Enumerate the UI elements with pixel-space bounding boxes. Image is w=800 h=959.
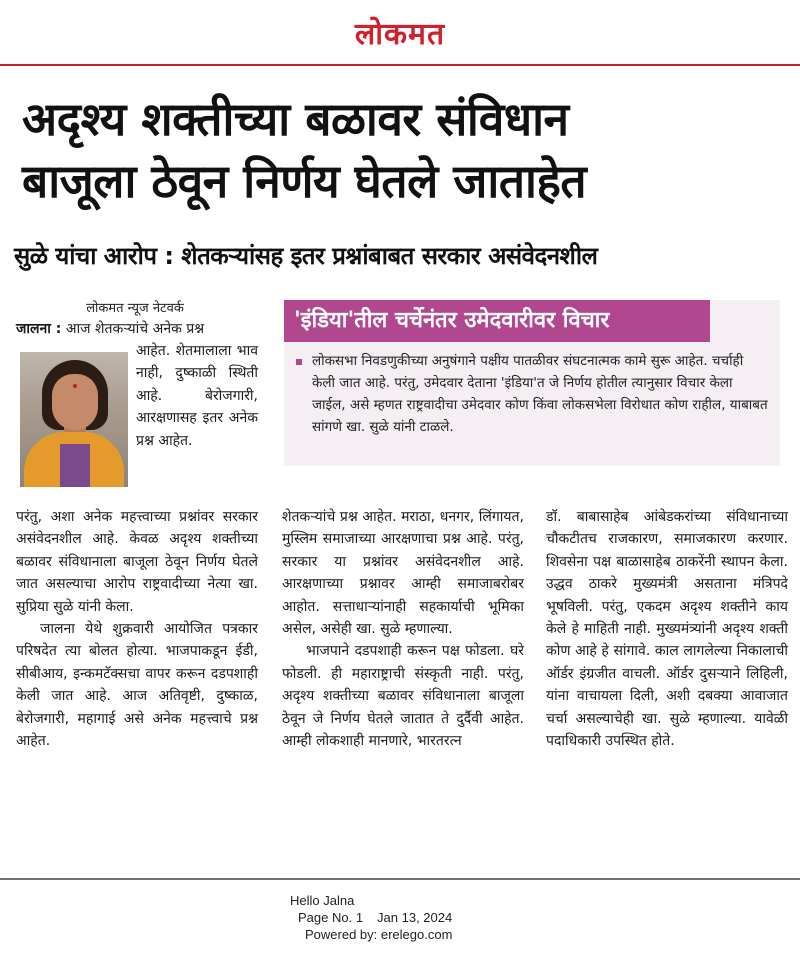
- headline-line-1: अदृश्य शक्तीच्या बळावर संविधान: [22, 92, 569, 146]
- edition-name: Hello Jalna: [290, 893, 355, 908]
- col1-paragraph-2: जालना येथे शुक्रवारी आयोजित पत्रकार परिषदेत त्या बोलत होत्या. भाजपाकडून ईडी, सीबीआय, इन्कमटॅक्सचा वापर करून दडपशाही केली जात आहे. आज अतिवृष्टी, दुष्काळ, बेरोजगारी, महागाई असे अनेक महत्त्वाचे प्रश्न आहेत.: [16, 621, 258, 750]
- photo-face: [52, 374, 98, 430]
- column-2: [282, 506, 524, 752]
- issue-date: Jan 13, 2024: [377, 910, 453, 925]
- col2-paragraph-2: भाजपाने दडपशाही करून पक्ष फोडला. घरे फोडली. ही महाराष्ट्राची संस्कृती नाही. परंतु, अदृश्य शक्तीच्या बळावर संविधानाला बाजूला ठेवून जे निर्णय घेतले जातात ते दुर्दैवी आहेत. आम्ही लोकशाही मानणारे, भारतरत्न: [282, 643, 524, 750]
- photo-bindi: [73, 384, 77, 388]
- col1-paragraph-1: परंतु, अशा अनेक महत्त्वाच्या प्रश्नांवर सरकार असंवेदनशील आहे. केवळ अदृश्य शक्तीच्या बळावर संविधानाला बाजूला ठेवून निर्णय घेतले जात असल्याचा आरोप राष्ट्रवादीच्या नेत्या खा. सुप्रिया सुळे यांनी केला.: [16, 509, 258, 615]
- dateline: [16, 318, 256, 340]
- lokmat-logo: लोकमत: [354, 17, 446, 52]
- col2-paragraph-1: शेतकऱ्यांचे प्रश्न आहेत. मराठा, धनगर, लिंगायत, मुस्लिम समाजाच्या आरक्षणाचा प्रश्न आहे. परंतु, सरकार या प्रश्नांवर असंवेदनशील आहे. आरक्षणाच्या प्रश्नावर आम्ही समाजाबरोबर आहोत. सत्ताधाऱ्यांनाही सहकार्याची भूमिका असेल, असेही खा. सुळे म्हणाल्या.: [282, 509, 524, 638]
- powered-by: Powered by: erelego.com: [305, 927, 453, 942]
- sidebar-box-title: 'इंडिया'तील चर्चेनंतर उमेदवारीवर विचार: [284, 300, 710, 342]
- byline: लोकमत न्यूज नेटवर्क: [86, 301, 184, 316]
- column-1: [16, 506, 258, 752]
- masthead: [0, 0, 800, 66]
- headline-line-2: बाजूला ठेवून निर्णय घेतले जाताहेत: [22, 154, 587, 208]
- article-photo: [20, 352, 128, 487]
- headline: [22, 88, 792, 212]
- page-number: Page No. 1: [298, 910, 364, 925]
- sidebar-box-text: लोकसभा निवडणुकीच्या अनुषंगाने पक्षीय पातळीवर संघटनात्मक कामे सुरू आहेत. चर्चाही केली जात आहे. परंतु, उमेदवार देताना 'इंडिया'त जे निर्णय होतील त्यानुसार विचार केला जाईल, असे म्हणत राष्ट्रवादीचा उमेदवार कोण किंवा लोकसभेला विरोधात कोण राहील, याबाबत सांगणे खा. सुळे यांनी टाळले.: [312, 353, 768, 435]
- photo-inner: [60, 444, 90, 487]
- col3-paragraph-1: डॉ. बाबासाहेब आंबेडकरांच्या संविधानाच्या चौकटीतच राजकारण, समाजकारण करणार. शिवसेना पक्ष बाळासाहेब ठाकरेंनी स्थापन केला. उद्धव ठाकरे मुख्यमंत्री असताना मंत्रिपदे भूषविली. परंतु, एकदम अदृश्य शक्तीने काय केले हे माहिती नाही. मुख्यमंत्र्यांनी अदृश्य शक्ती कोण आहे हे सांगावे. काल लागलेल्या निकालाची ऑर्डर इंग्रजीत वाचली. ऑर्डर दुसऱ्याने लिहिली, यांना वाचायला दिली, अशी दबक्या आवाजात चर्चा असल्याचेही खा. सुळे म्हणाल्या. यावेळी पदाधिकारी उपस्थित होते.: [546, 509, 788, 750]
- bullet-square-icon: [296, 359, 302, 365]
- bottom-divider: [0, 878, 800, 880]
- text-beside-photo: आहेत. शेतमालाला भाव नाही, दुष्काळी स्थिती आहे. बेरोजगारी, आरक्षणासह इतर अनेक प्रश्न आहेत.: [136, 343, 258, 449]
- column-3: [546, 506, 788, 752]
- dateline-place: जालना :: [16, 321, 62, 337]
- dateline-text: आज शेतकऱ्यांचे अनेक प्रश्न: [61, 321, 205, 337]
- page-info: [298, 909, 452, 926]
- subheadline: सुळे यांचा आरोप : शेतकऱ्यांसह इतर प्रश्नांबाबत सरकार असंवेदनशील: [14, 242, 598, 270]
